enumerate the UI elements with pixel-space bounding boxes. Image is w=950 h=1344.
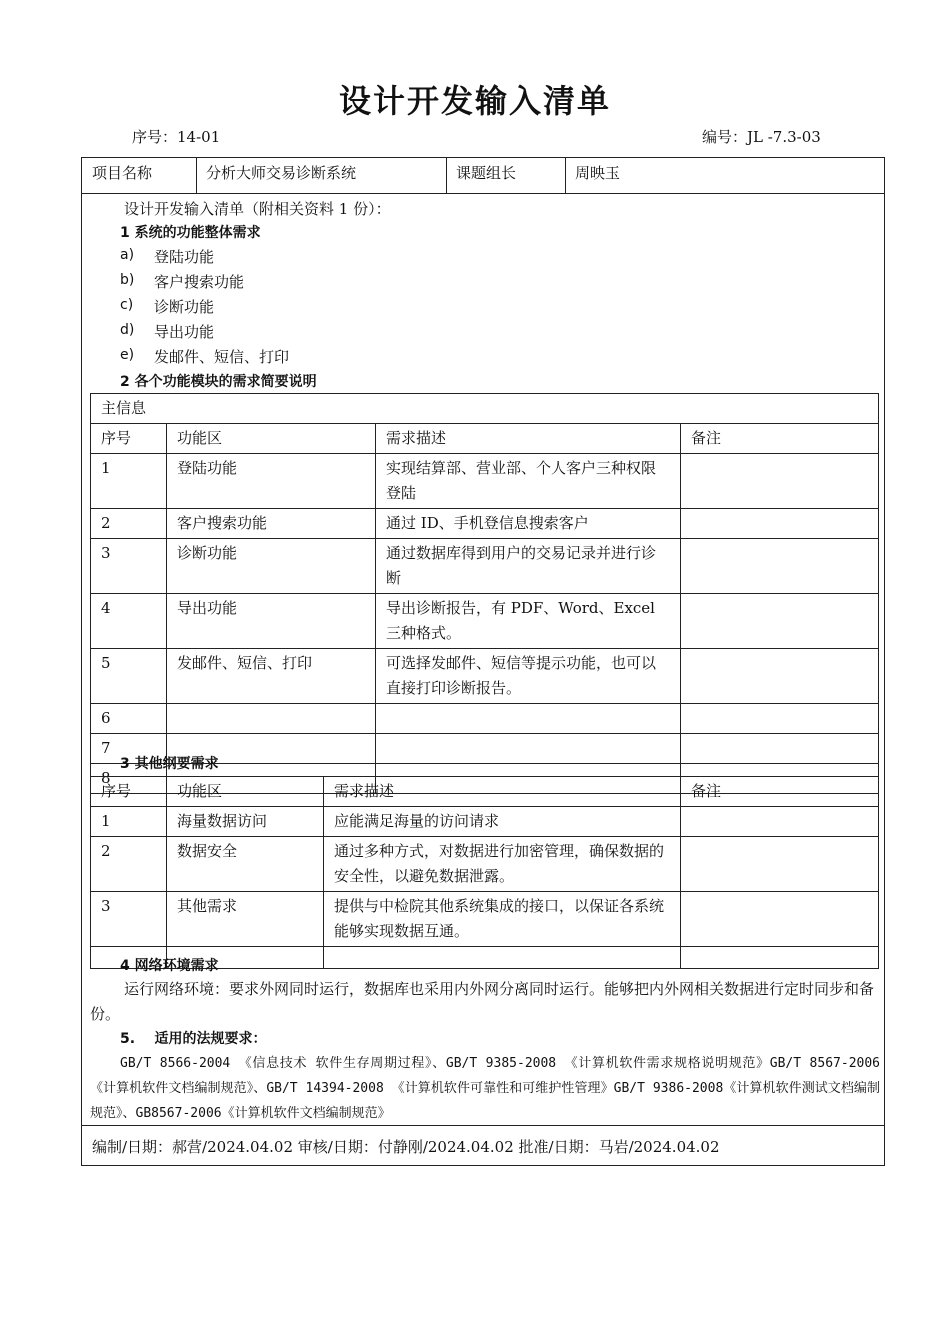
row-note <box>681 837 879 892</box>
row-number: 2 <box>91 837 167 892</box>
row-number: 8 <box>91 764 167 794</box>
team-leader-label: 课题组长 <box>456 164 517 182</box>
row-desc: 导出诊断报告，有 PDF、Word、Excel 三种格式。 <box>376 594 681 649</box>
row-desc: 可选择发邮件、短信等提示功能，也可以直接打印诊断报告。 <box>376 649 681 704</box>
row-note <box>681 649 879 704</box>
list-item: 登陆功能 <box>154 248 215 266</box>
column-header: 序号 <box>91 777 167 807</box>
column-header: 备注 <box>681 424 879 454</box>
section2-heading: 2 各个功能模块的需求简要说明 <box>120 374 317 390</box>
divider <box>565 158 566 193</box>
column-header: 功能区 <box>167 777 324 807</box>
column-header: 备注 <box>681 777 879 807</box>
row-area: 发邮件、短信、打印 <box>167 649 376 704</box>
list-item: 导出功能 <box>154 323 215 341</box>
list-marker: e) <box>120 347 135 363</box>
table-row <box>91 649 879 704</box>
divider <box>82 193 884 194</box>
row-area: 登陆功能 <box>167 454 376 509</box>
column-header: 功能区 <box>167 424 376 454</box>
approval-footer: 编制/日期：郝营/2024.04.02 审核/日期：付静刚/2024.04.02 批准/日期：马岩/2024.04.02 <box>92 1138 720 1156</box>
section4-heading: 4 网络环境需求 <box>120 958 219 974</box>
list-marker: c) <box>120 297 134 313</box>
row-desc <box>376 734 681 764</box>
intro-text: 设计开发输入清单（附相关资料 1 份）： <box>124 200 391 218</box>
table-row <box>91 837 879 892</box>
table-row <box>91 704 879 734</box>
row-note <box>681 594 879 649</box>
serial-number: 序号：14-01 <box>132 128 221 146</box>
section5-heading: 5. 适用的法规要求： <box>120 1031 267 1047</box>
divider <box>82 1125 884 1126</box>
project-name-value: 分析大师交易诊断系统 <box>206 164 357 182</box>
table-row <box>91 539 879 594</box>
list-marker: a) <box>120 247 135 263</box>
regulations-text: GB/T 8566-2004 《信息技术 软件生存周期过程》、GB/T 9385-2008 《计算机软件需求规格说明规范》GB/T 8567-2006 《计算机软件文档编制规范》、GB/T 14394-2008 《计算机软件可靠性和可维护性管理》GB/T 9386-2008《计算机软件测试文档编制规范》、GB8567-2006《计算机软件文档编制规范》 <box>90 1056 880 1121</box>
row-area: 诊断功能 <box>167 539 376 594</box>
project-name-label: 项目名称 <box>92 164 153 182</box>
row-desc <box>324 947 681 969</box>
row-number: 7 <box>91 734 167 764</box>
list-item: 诊断功能 <box>154 298 215 316</box>
row-number: 5 <box>91 649 167 704</box>
table-row <box>91 807 879 837</box>
row-note <box>681 539 879 594</box>
column-header: 需求描述 <box>376 424 681 454</box>
row-area: 数据安全 <box>167 837 324 892</box>
list-item: 客户搜索功能 <box>154 273 245 291</box>
network-requirement-text: 运行网络环境：要求外网同时运行，数据库也采用内外网分离同时运行。能够把内外网相关数据进行定时同步和备份。 <box>90 980 875 1023</box>
row-desc: 提供与中检院其他系统集成的接口，以保证各系统能够实现数据互通。 <box>324 892 681 947</box>
form-frame <box>81 157 885 1166</box>
table-header <box>91 424 879 454</box>
row-note <box>681 734 879 764</box>
row-area: 客户搜索功能 <box>167 509 376 539</box>
list-marker: b) <box>120 272 135 288</box>
other-requirements-table <box>90 776 879 969</box>
row-number: 2 <box>91 509 167 539</box>
divider <box>446 158 447 193</box>
row-note <box>681 947 879 969</box>
row-desc <box>376 704 681 734</box>
table-row <box>91 454 879 509</box>
row-desc: 通过数据库得到用户的交易记录并进行诊断 <box>376 539 681 594</box>
row-note <box>681 807 879 837</box>
row-number: 3 <box>91 892 167 947</box>
table-row <box>91 892 879 947</box>
row-note <box>681 704 879 734</box>
row-number: 4 <box>91 594 167 649</box>
row-desc: 应能满足海量的访问请求 <box>324 807 681 837</box>
row-note <box>681 454 879 509</box>
row-area: 导出功能 <box>167 594 376 649</box>
column-header: 序号 <box>91 424 167 454</box>
row-number: 1 <box>91 454 167 509</box>
table-row <box>91 594 879 649</box>
document-code: 编号：JL -7.3-03 <box>702 128 821 146</box>
column-header: 需求描述 <box>324 777 681 807</box>
row-desc: 通过 ID、手机登信息搜索客户 <box>376 509 681 539</box>
table-caption: 主信息 <box>91 394 879 424</box>
list-item: 发邮件、短信、打印 <box>154 348 290 366</box>
row-number: 6 <box>91 704 167 734</box>
table-row <box>91 509 879 539</box>
row-area: 其他需求 <box>167 892 324 947</box>
row-area: 海量数据访问 <box>167 807 324 837</box>
row-number: 3 <box>91 539 167 594</box>
section1-heading: 1 系统的功能整体需求 <box>120 225 261 241</box>
team-leader-value: 周映玉 <box>575 164 621 182</box>
document-title: 设计开发输入清单 <box>338 82 611 120</box>
list-marker: d) <box>120 322 135 338</box>
row-number: 1 <box>91 807 167 837</box>
row-note <box>681 892 879 947</box>
row-area <box>167 704 376 734</box>
main-info-table <box>90 393 879 794</box>
row-desc: 通过多种方式，对数据进行加密管理，确保数据的安全性，以避免数据泄露。 <box>324 837 681 892</box>
table-header <box>91 777 879 807</box>
row-note <box>681 509 879 539</box>
divider <box>196 158 197 193</box>
section3-heading: 3 其他纲要需求 <box>120 756 219 772</box>
row-desc: 实现结算部、营业部、个人客户三种权限登陆 <box>376 454 681 509</box>
